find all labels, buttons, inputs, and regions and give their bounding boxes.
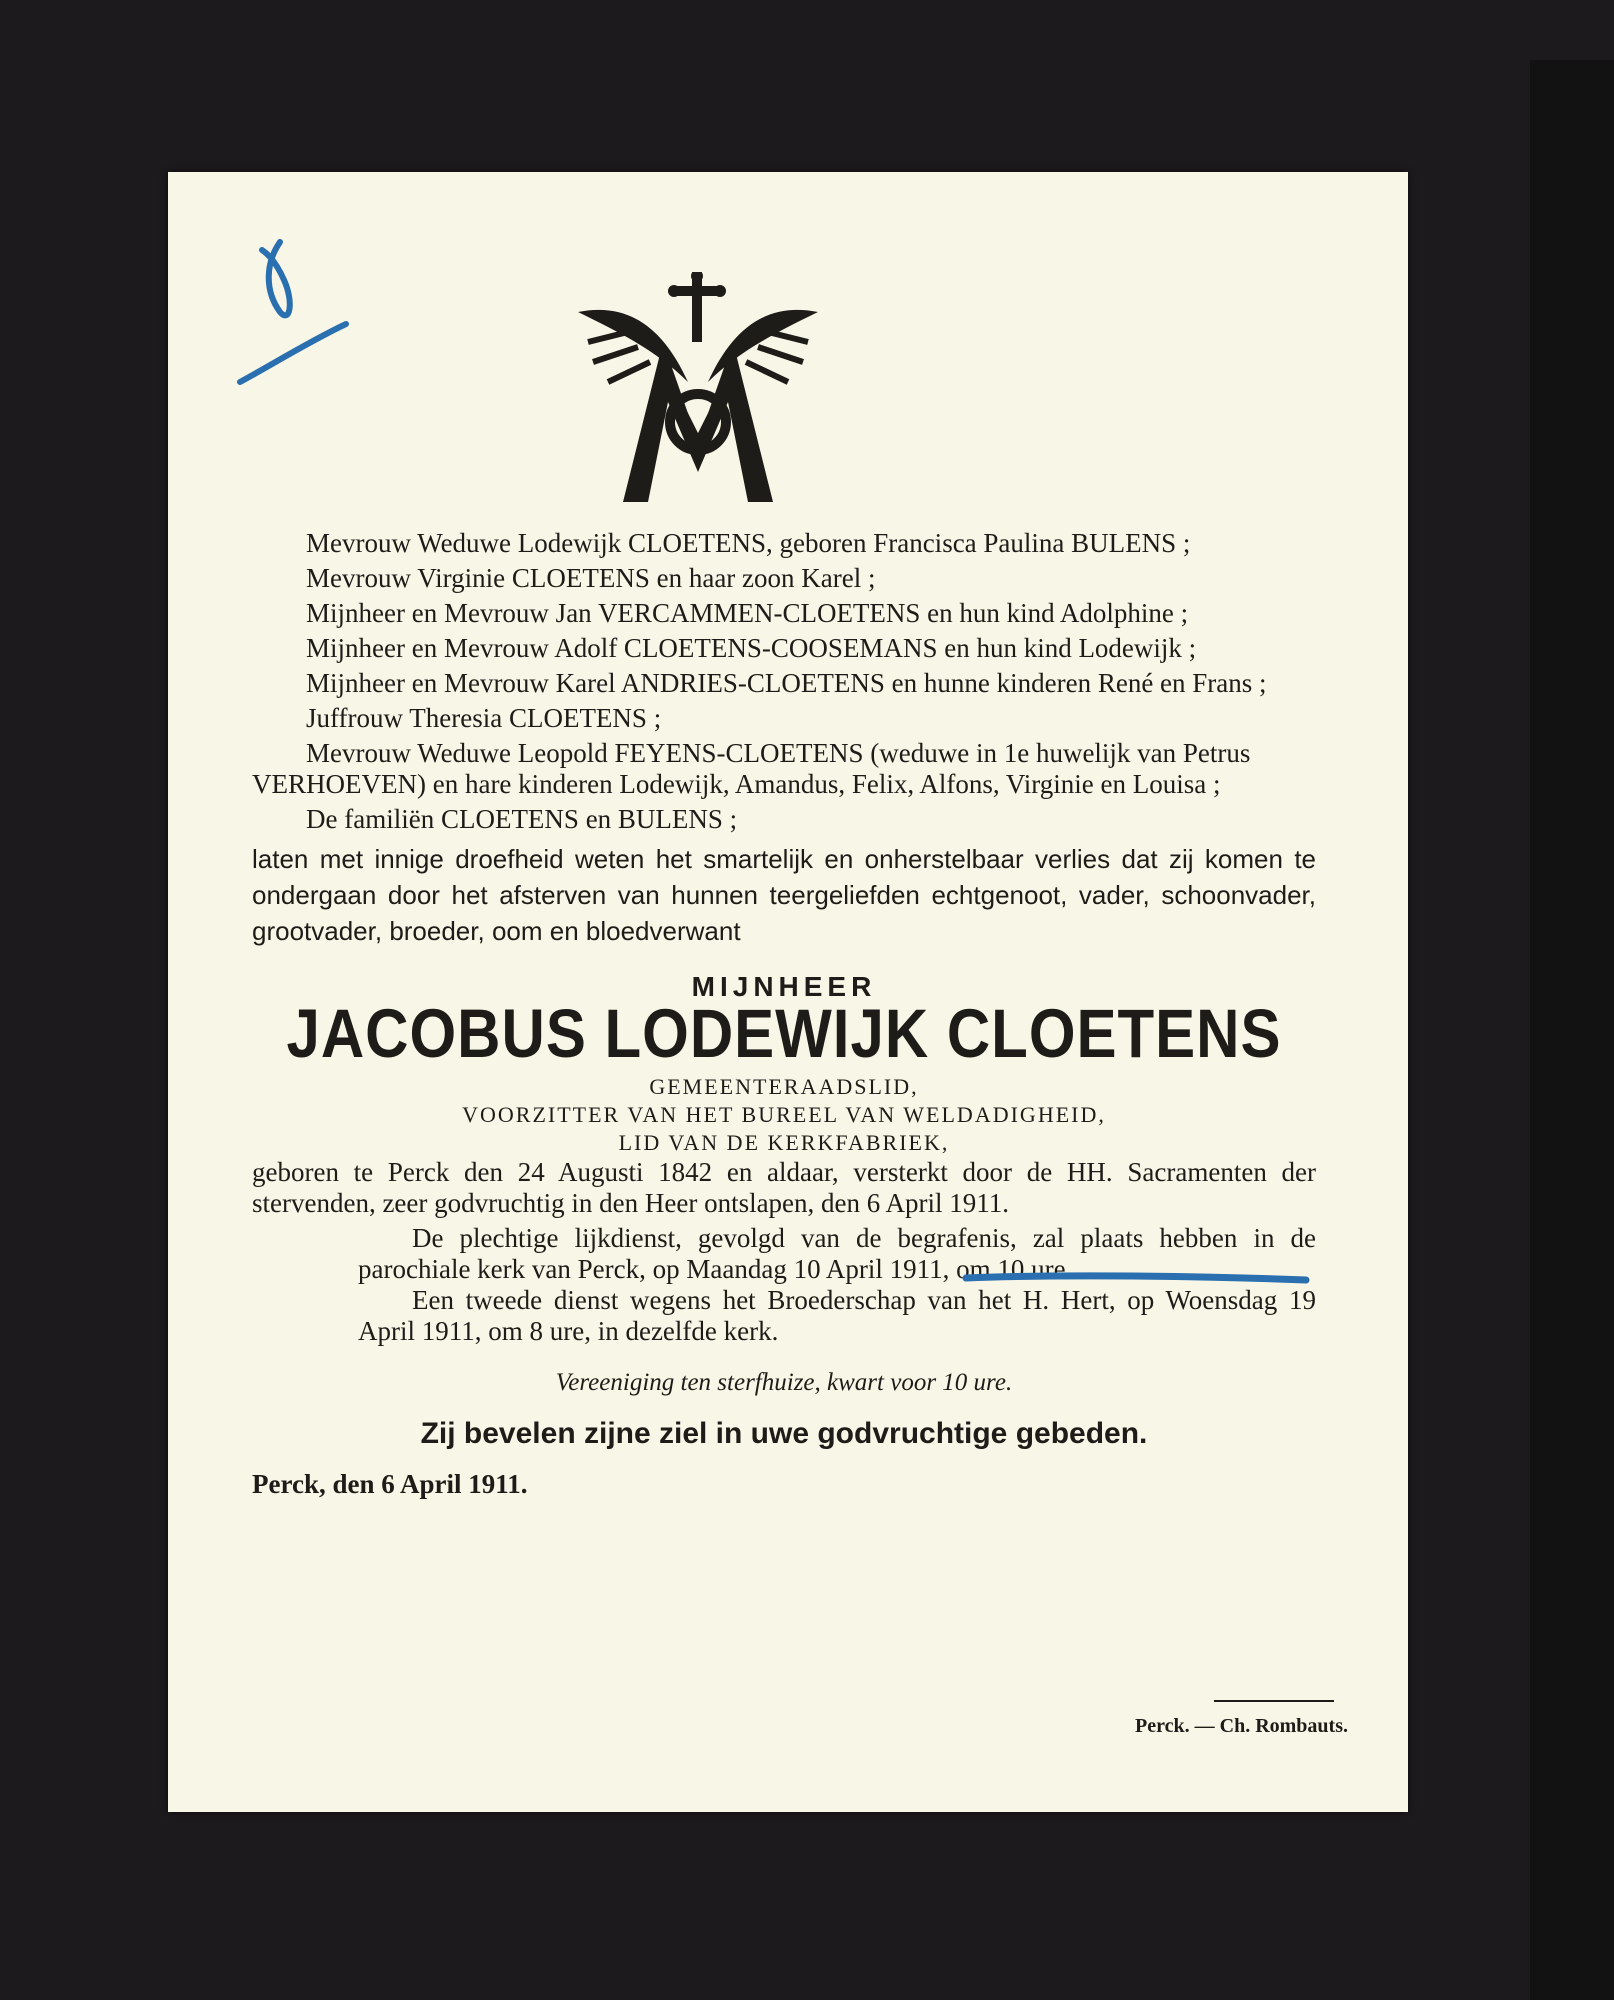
- title-line: GEMEENTERAADSLID,: [649, 1074, 919, 1099]
- funeral-line: De plechtige lijkdienst, gevolgd van de begrafenis, zal plaats hebben in de parochiale kerk van Perck, op Maandag 10 April 1911, om 10 ure.: [358, 1223, 1316, 1284]
- cross-and-palms-monogram-icon: [568, 272, 828, 502]
- deceased-titles: [252, 1073, 1316, 1157]
- title-line: VOORZITTER VAN HET BUREEL VAN WELDADIGHEID,: [462, 1102, 1106, 1127]
- family-line: Mijnheer en Mevrouw Adolf CLOETENS-COOSEMANS en hun kind Lodewijk ;: [306, 633, 1197, 663]
- title-line: LID VAN DE KERKFABRIEK,: [618, 1130, 950, 1155]
- family-line: Mevrouw Weduwe Lodewijk CLOETENS, geboren Francisca Paulina BULENS ;: [306, 528, 1191, 558]
- printer-divider: [1214, 1700, 1334, 1702]
- death-notice-card: [168, 172, 1408, 1812]
- reunion-note: Vereeniging ten sterfhuize, kwart voor 10 ure.: [555, 1369, 1013, 1396]
- birth-death-text: geboren te Perck den 24 Augusti 1842 en aldaar, versterkt door de HH. Sacramenten der stervenden, zeer godvruchtig in den Heer ontslapen, den 6 April 1911.: [252, 1157, 1316, 1218]
- blue-pen-underline-icon: [962, 1270, 1310, 1286]
- family-line: De familiën CLOETENS en BULENS ;: [306, 804, 738, 834]
- printer-credit: Perck. — Ch. Rombauts.: [1135, 1715, 1348, 1737]
- prayer-request: Zij bevelen zijne ziel in uwe godvruchtige gebeden.: [420, 1417, 1148, 1450]
- place-date: Perck, den 6 April 1911.: [252, 1469, 528, 1499]
- family-line: Mijnheer en Mevrouw Karel ANDRIES-CLOETENS en hunne kinderen René en Frans ;: [306, 668, 1267, 698]
- family-line: Mevrouw Weduwe Leopold FEYENS-CLOETENS (weduwe in 1e huwelijk van Petrus VERHOEVEN) en hare kinderen Lodewijk, Amandus, Felix, Alfons, Virginie en Louisa ;: [252, 738, 1251, 799]
- announcement-body: [252, 528, 1316, 1500]
- deceased-name: JACOBUS LODEWIJK CLOETENS: [286, 994, 1282, 1073]
- family-line: Mevrouw Virginie CLOETENS en haar zoon Karel ;: [306, 563, 876, 593]
- dark-backing-board: [1530, 60, 1614, 2000]
- announcement-lead: laten met innige droefheid weten het smartelijk en onherstelbaar verlies dat zij komen te ondergaan door het afsterven van hunnen teergeliefden echtgenoot, vader, schoonvader, grootvader, broeder, oom en bloedverwant: [252, 844, 1316, 946]
- honorific: MIJNHEER: [691, 971, 877, 1002]
- family-line: Juffrouw Theresia CLOETENS ;: [306, 703, 662, 733]
- family-line: Mijnheer en Mevrouw Jan VERCAMMEN-CLOETENS en hun kind Adolphine ;: [306, 598, 1189, 628]
- pen-scribble-icon: [228, 232, 358, 392]
- funeral-line: Een tweede dienst wegens het Broederschap van het H. Hert, op Woensdag 19 April 1911, om 8 ure, in dezelfde kerk.: [358, 1285, 1316, 1346]
